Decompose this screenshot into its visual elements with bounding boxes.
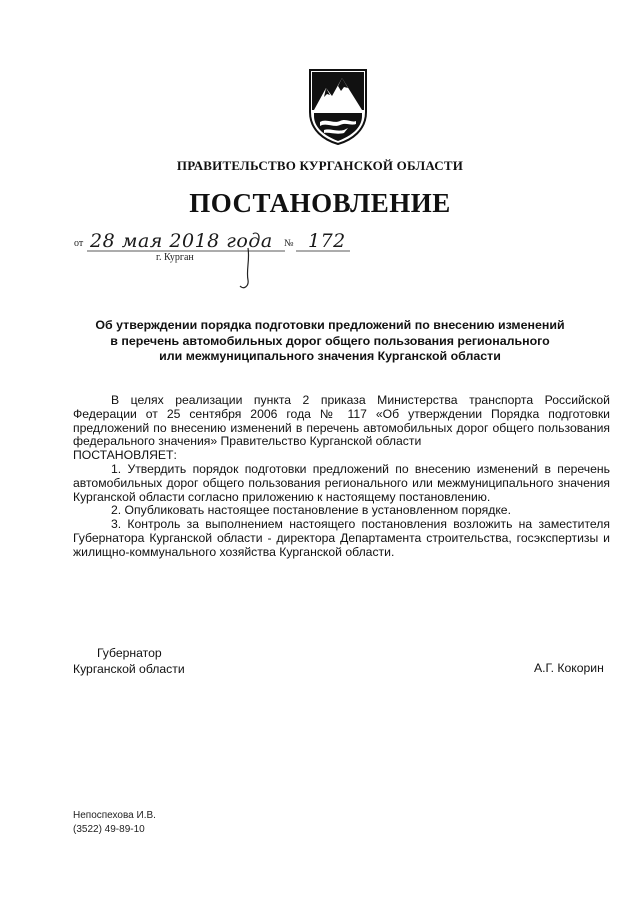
handwritten-flourish — [234, 246, 268, 290]
date-number-line — [74, 232, 374, 292]
signer-position — [73, 645, 185, 677]
resolves-label: ПОСТАНОВЛЯЕТ: — [73, 448, 177, 463]
government-title: ПРАВИТЕЛЬСТВО КУРГАНСКОЙ ОБЛАСТИ — [176, 158, 464, 173]
item-2-paragraph: 2. Опубликовать настоящее постановление в установленном порядке. — [111, 503, 511, 518]
signer-position-line-1: Губернатор — [97, 646, 162, 660]
subject-line-3: или межмуниципального значения Курганской области — [159, 349, 501, 363]
executor-phone: (3522) 49-89-10 — [73, 824, 145, 835]
resolution-subject — [60, 318, 600, 365]
handwritten-date: 28 мая 2018 года — [90, 230, 273, 252]
number-label: № — [284, 238, 294, 249]
resolution-body — [73, 394, 610, 560]
date-from-label: от — [74, 238, 84, 249]
item-3-paragraph: 3. Контроль за выполнением настоящего постановления возложить на заместителя Губернатора Курганской области - директора Департамента строительства, госэкспертизы и жилищно-коммунального хозяйства Курганской области. — [73, 517, 610, 559]
document-type-heading: ПОСТАНОВЛЕНИЕ — [189, 188, 451, 218]
executor-name: Непоспехова И.В. — [73, 810, 156, 821]
number-underline — [296, 250, 352, 254]
item-1-paragraph: 1. Утвердить порядок подготовки предложений по внесению изменений в перечень автомобильных дорог общего пользования регионального или межмуниципального значения Курганской области согласно приложению к настоящему постановлению. — [73, 461, 610, 504]
preamble-paragraph: В целях реализации пункта 2 приказа Министерства транспорта Российской Федерации от 25 сентября 2006 года № 117 «Об утверждении Порядка подготовки предложений по внесению изменений в перечень автомобильных дорог общего пользования федерального значения» Правительство Курганской области — [73, 393, 610, 449]
subject-line-1: Об утверждении порядка подготовки предложений по внесению изменений — [95, 318, 565, 332]
subject-line-2: в перечень автомобильных дорог общего пользования регионального — [110, 333, 550, 348]
signer-name: А.Г. Кокорин — [534, 661, 604, 675]
city-label: г. Курган — [156, 252, 194, 263]
executor-contact — [73, 809, 156, 837]
handwritten-number: 172 — [308, 230, 346, 252]
signer-position-line-2: Курганской области — [73, 662, 185, 676]
kurgan-coat-of-arms-icon — [306, 66, 370, 146]
